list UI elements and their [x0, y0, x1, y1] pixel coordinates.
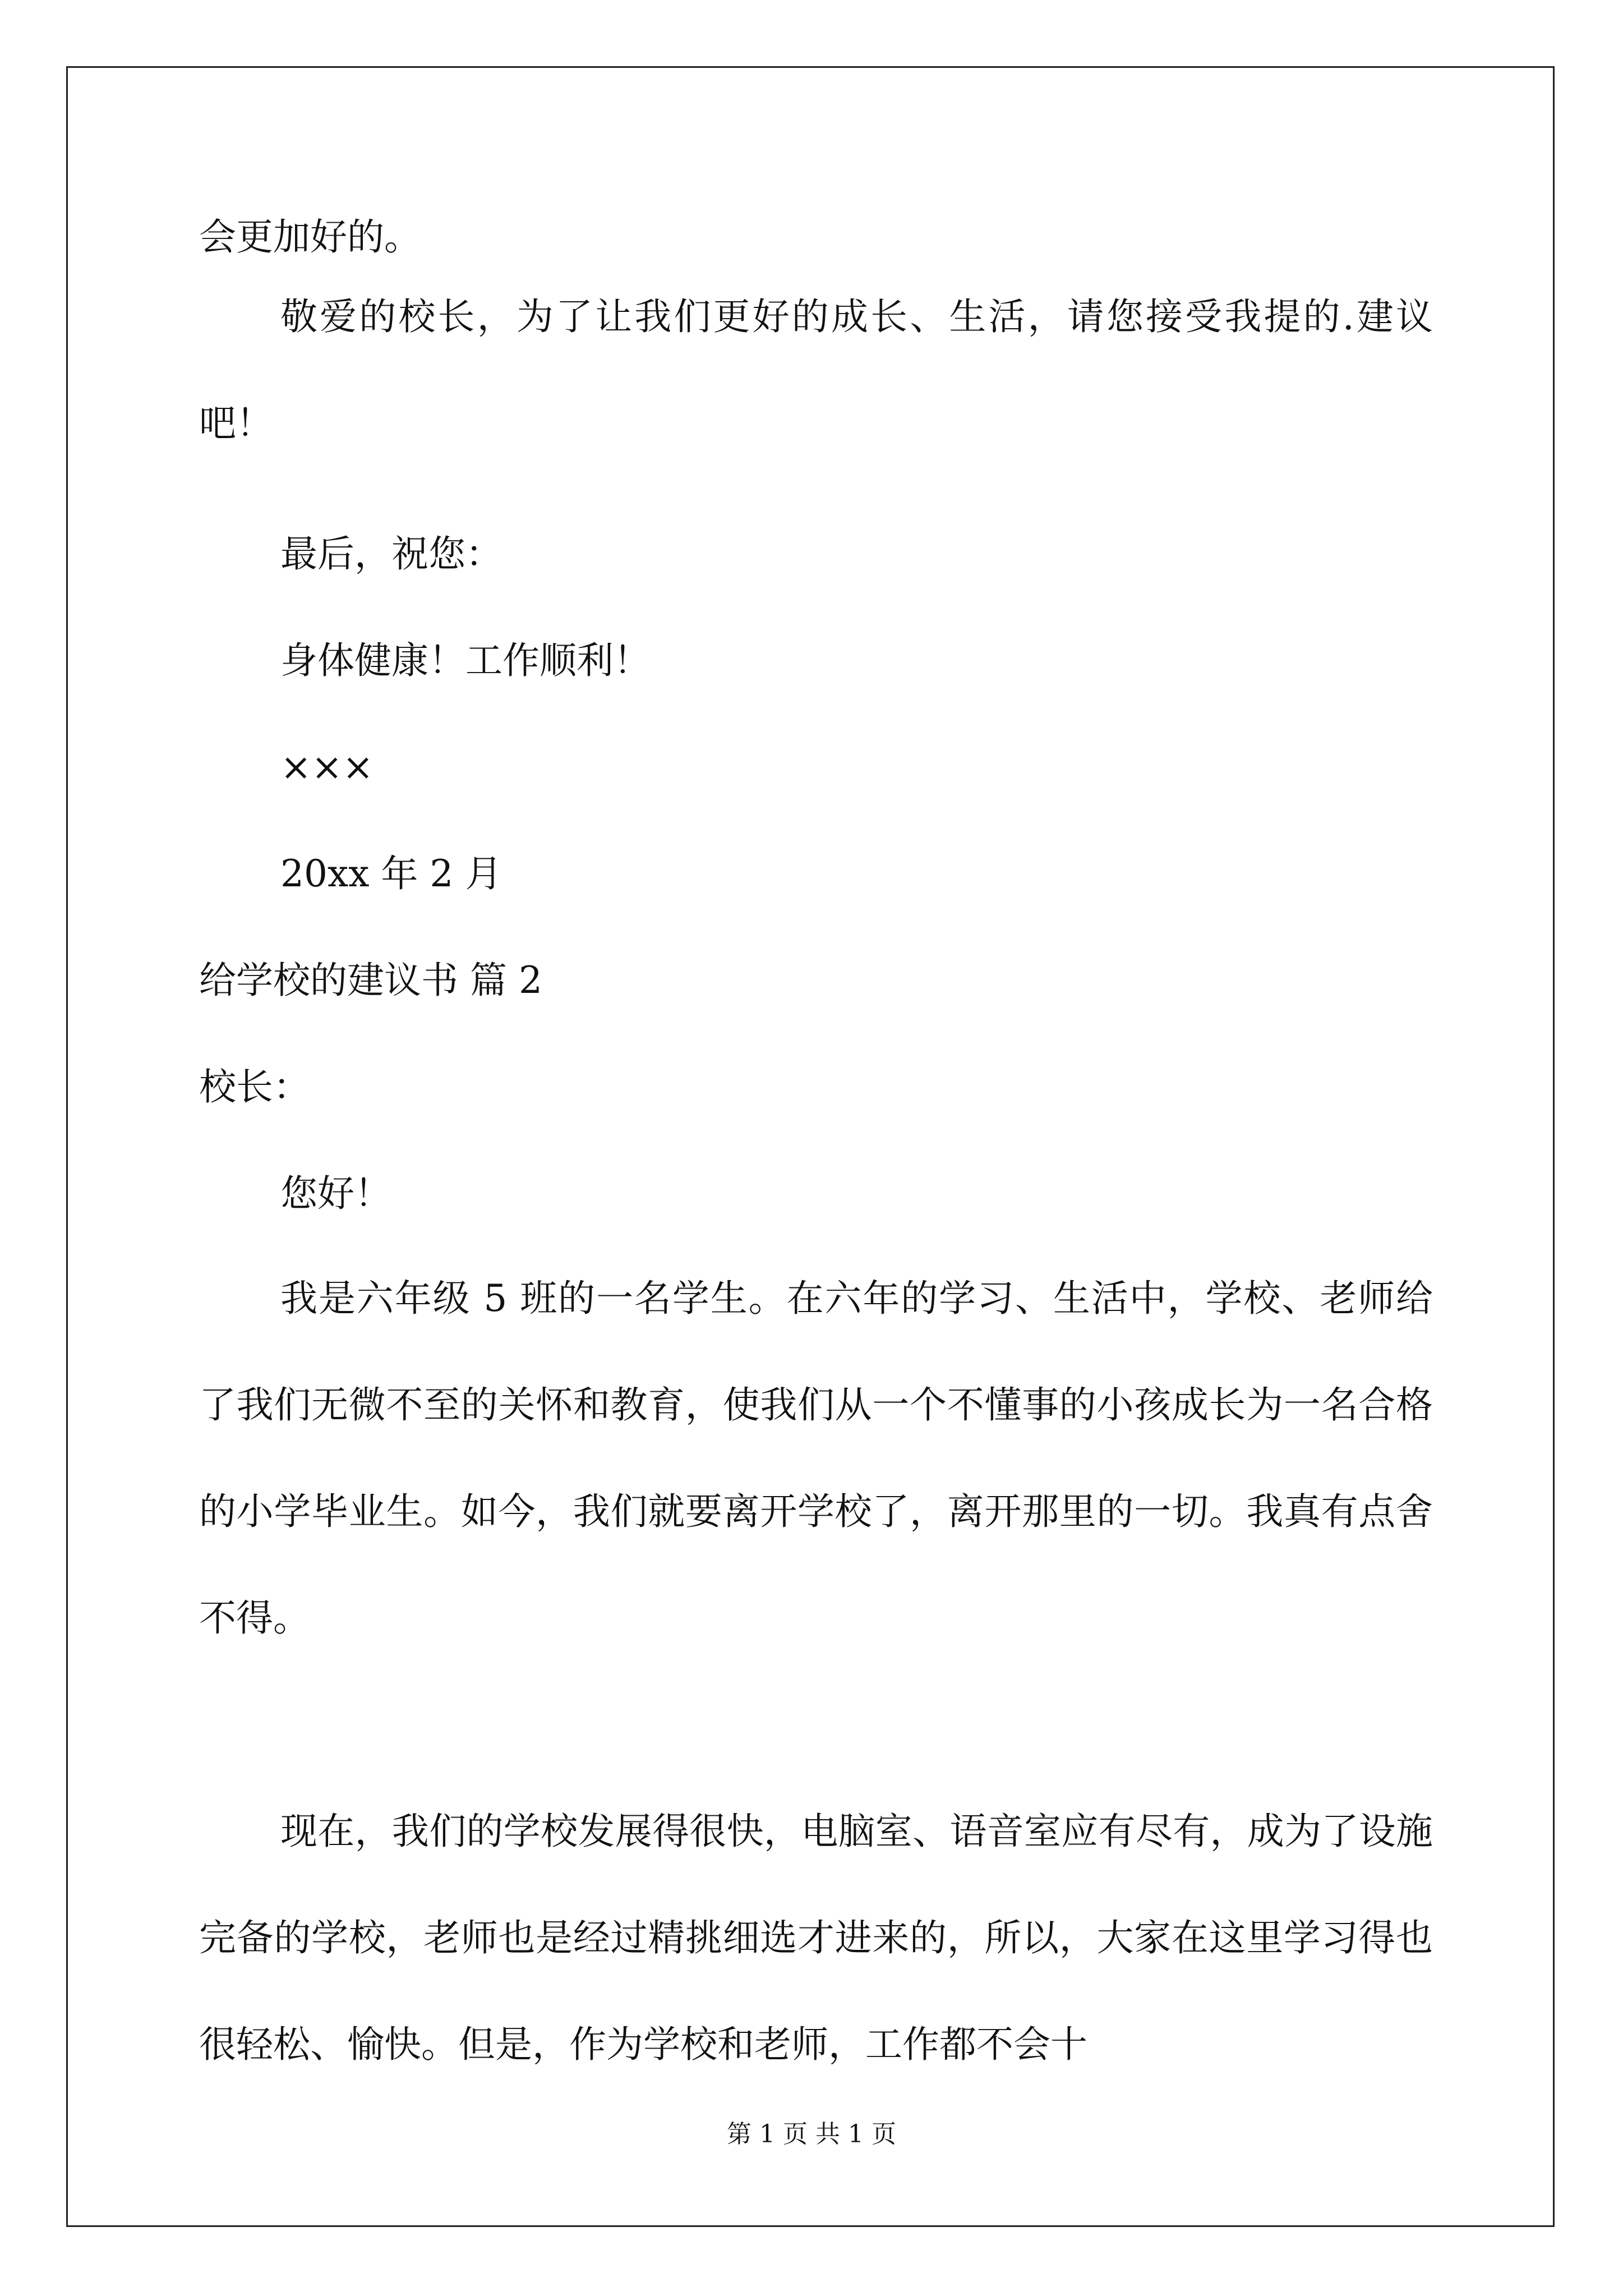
closing-line: 最后，祝您：: [280, 532, 502, 576]
date-line: 20xx 年 2 月: [280, 852, 502, 895]
paragraph: 我是六年级 5 班的一名学生。在六年的学习、生活中，学校、老师给了我们无微不至的关怀和教育，使我们从一个不懂事的小孩成长为一名合格的小学毕业生。如今，我们就要离开学校了，离开那里的一切。我真有点舍不得。: [199, 1277, 1433, 1640]
wishes-line: 身体健康！工作顺利！: [280, 639, 651, 682]
paragraph: 敬爱的校长，为了让我们更好的成长、生活，请您接受我提的.建议吧！: [199, 295, 1433, 445]
section-heading: 给学校的建议书 篇 2: [199, 959, 542, 1002]
paragraph: 现在，我们的学校发展得很快，电脑室、语音室应有尽有，成为了设施完备的学校，老师也是经过精挑细选才进来的，所以，大家在这里学习得也很轻松、愉快。但是，作为学校和老师，工作都不会十: [199, 1810, 1433, 2066]
salutation: 校长：: [199, 1065, 310, 1108]
text-line: 会更加好的。: [199, 215, 421, 259]
page-number: 第 1 页 共 1 页: [727, 2120, 896, 2148]
greeting: 您好！: [280, 1172, 391, 1215]
signature: ×××: [280, 746, 374, 789]
